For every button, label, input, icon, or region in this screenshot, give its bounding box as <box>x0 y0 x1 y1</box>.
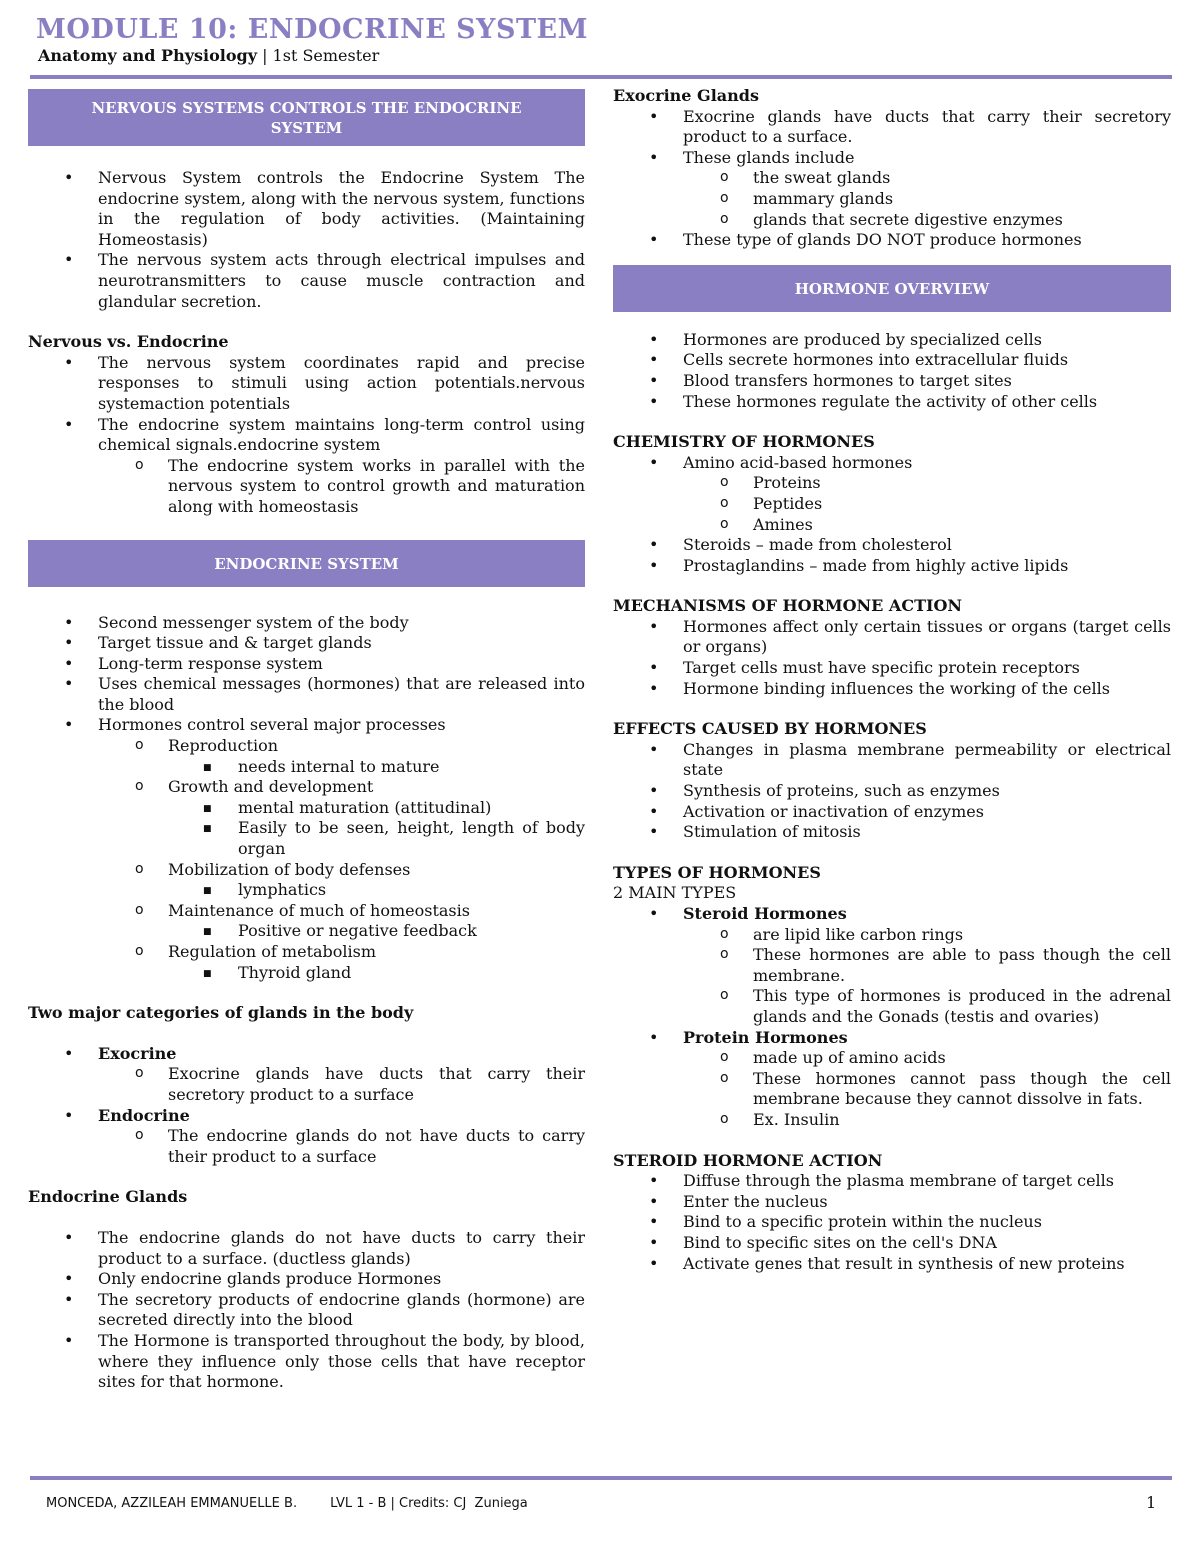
subtitle-course: Anatomy and Physiology <box>38 46 257 65</box>
section-heading-types: TYPES OF HORMONES <box>613 862 821 882</box>
list-item: • Hormones are produced by specialized cells <box>613 330 1171 351</box>
section-heading-exocrine-glands: Exocrine Glands <box>613 86 759 105</box>
sub-sub-list-item: ■ Positive or negative feedback <box>28 921 585 942</box>
sub-list-item <box>28 860 585 901</box>
section-banner-hormone-overview: HORMONE OVERVIEW <box>613 265 1171 312</box>
right-column <box>613 86 1171 1274</box>
list-item: • The Hormone is transported throughout the body, by blood, where they influence only those cells that have receptor sites for that hormone. <box>28 1331 585 1393</box>
sub-list-item <box>28 942 585 983</box>
list-item: • Nervous System controls the Endocrine System The endocrine system, along with the nervous system, functions in the regulation of body activities. (Maintaining Homeostasis) <box>28 168 585 250</box>
subtitle-semester: | 1st Semester <box>256 46 380 65</box>
list-item: • These type of glands DO NOT produce hormones <box>613 230 1171 251</box>
list-item: • Only endocrine glands produce Hormones <box>28 1269 585 1290</box>
list-item <box>613 453 1171 535</box>
list-item: • These hormones regulate the activity of other cells <box>613 392 1171 413</box>
sub-list <box>683 473 1171 535</box>
list-item <box>613 148 1171 230</box>
section-heading-chemistry: CHEMISTRY OF HORMONES <box>613 432 875 452</box>
section-banner-endocrine-system: ENDOCRINE SYSTEM <box>28 540 585 587</box>
list-item: • Changes in plasma membrane permeability or electrical state <box>613 740 1171 781</box>
sub-list-item: o Amines <box>613 515 1171 536</box>
list-item: • Second messenger system of the body <box>28 613 585 634</box>
section-heading-effects: EFFECTS CAUSED BY HORMONES <box>613 719 927 739</box>
list-item <box>28 1044 585 1106</box>
sub-list <box>98 456 585 518</box>
sub-list-item: o Ex. Insulin <box>613 1110 1171 1131</box>
list-item: • Synthesis of proteins, such as enzymes <box>613 781 1171 802</box>
sub-list-item: o glands that secrete digestive enzymes <box>613 210 1171 231</box>
list-item: • Activate genes that result in synthesis of new proteins <box>613 1254 1171 1275</box>
bullet-list <box>28 353 585 518</box>
bullet-list <box>613 740 1171 843</box>
footer-credits: MONCEDA, AZZILEAH EMMANUELLE B. LVL 1 - B | Credits: CJ Zuniega <box>46 1496 528 1511</box>
list-item: • Diffuse through the plasma membrane of target cells <box>613 1171 1171 1192</box>
list-item <box>28 715 585 983</box>
list-item: • The nervous system acts through electrical impulses and neurotransmitters to cause muscle contraction and glandular secretion. <box>28 250 585 312</box>
top-divider <box>30 75 1172 79</box>
section-heading-gland-categories: Two major categories of glands in the body <box>28 1003 414 1023</box>
sub-list-item-text: Regulation of metabolism <box>168 942 377 961</box>
sub-list-item-text: Reproduction <box>168 736 279 756</box>
sub-list-item-text: Growth and development <box>168 777 374 797</box>
list-item-text: Exocrine <box>98 1043 177 1063</box>
list-item: • Target cells must have specific protein receptors <box>613 658 1171 679</box>
list-item <box>28 415 585 518</box>
list-item-text: Endocrine <box>98 1105 190 1125</box>
list-item: • Prostaglandins – made from highly active lipids <box>613 556 1171 577</box>
sub-sub-list <box>168 757 585 778</box>
sub-sub-list <box>168 963 585 984</box>
bullet-list <box>28 1044 585 1168</box>
sub-sub-list-item: ■ mental maturation (attitudinal) <box>28 798 585 819</box>
list-item <box>613 1028 1171 1131</box>
list-item: • Bind to a specific protein within the nucleus <box>613 1212 1171 1233</box>
types-subheading: 2 MAIN TYPES <box>613 883 737 903</box>
list-item-text: The endocrine system maintains long-term control using chemical signals.endocrine system <box>98 414 585 455</box>
sub-list-item-text: Maintenance of much of homeostasis <box>168 900 470 920</box>
bullet-list <box>28 168 585 312</box>
list-item-text: These glands include <box>683 147 855 167</box>
list-item-text: Protein Hormones <box>683 1027 848 1047</box>
section-heading-endocrine-glands: Endocrine Glands <box>28 1187 188 1207</box>
sub-list-item <box>28 901 585 942</box>
page-number: 1 <box>1146 1493 1157 1512</box>
sub-list-item: o These hormones are able to pass though the cell membrane. <box>613 945 1171 986</box>
sub-list-item: o The endocrine glands do not have ducts to carry their product to a surface <box>28 1126 585 1167</box>
sub-sub-list-item: ■ Easily to be seen, height, length of body organ <box>28 818 585 859</box>
sub-list-item <box>28 736 585 777</box>
sub-list-item: o These hormones cannot pass though the cell membrane because they cannot dissolve in fats. <box>613 1069 1171 1110</box>
list-item: • Cells secrete hormones into extracellular fluids <box>613 350 1171 371</box>
sub-sub-list-item: ■ needs internal to mature <box>28 757 585 778</box>
list-item <box>28 1106 585 1168</box>
section-heading-nervous-vs-endocrine: Nervous vs. Endocrine <box>28 332 229 352</box>
sub-list-item: o made up of amino acids <box>613 1048 1171 1069</box>
sub-list <box>683 1048 1171 1130</box>
list-item: • The nervous system coordinates rapid and precise responses to stimuli using action potentials.nervous systemaction potentials <box>28 353 585 415</box>
list-item: • Blood transfers hormones to target sites <box>613 371 1171 392</box>
list-item <box>613 904 1171 1028</box>
page-subtitle <box>38 46 379 65</box>
list-item: • Bind to specific sites on the cell's DNA <box>613 1233 1171 1254</box>
bullet-list <box>613 330 1171 412</box>
list-item: • The endocrine glands do not have ducts to carry their product to a surface. (ductless glands) <box>28 1228 585 1269</box>
sub-list-item: o Peptides <box>613 494 1171 515</box>
bullet-list <box>613 1171 1171 1274</box>
sub-list-item <box>28 777 585 859</box>
list-item: • The secretory products of endocrine glands (hormone) are secreted directly into the blood <box>28 1290 585 1331</box>
bullet-list <box>28 1228 585 1393</box>
sub-sub-list-item: ■ lymphatics <box>28 880 585 901</box>
sub-list <box>683 925 1171 1028</box>
left-column <box>28 89 585 1393</box>
bullet-list <box>613 904 1171 1131</box>
list-item: • Stimulation of mitosis <box>613 822 1171 843</box>
bullet-list <box>613 617 1171 699</box>
list-item: • Hormones affect only certain tissues or organs (target cells or organs) <box>613 617 1171 658</box>
bottom-divider <box>30 1476 1172 1480</box>
sub-sub-list <box>168 880 585 901</box>
sub-list <box>98 1064 585 1105</box>
list-item: • Activation or inactivation of enzymes <box>613 802 1171 823</box>
sub-list-item-text: Mobilization of body defenses <box>168 859 411 879</box>
sub-list <box>98 1126 585 1167</box>
list-item: • Exocrine glands have ducts that carry their secretory product to a surface. <box>613 107 1171 148</box>
list-item: • Hormone binding influences the working of the cells <box>613 679 1171 700</box>
sub-sub-list-item: ■ Thyroid gland <box>28 963 585 984</box>
sub-list-item: o The endocrine system works in parallel with the nervous system to control growth and maturation along with homeostasis <box>28 456 585 518</box>
list-item: • Enter the nucleus <box>613 1192 1171 1213</box>
list-item: • Long-term response system <box>28 654 585 675</box>
sub-list-item: o the sweat glands <box>613 168 1171 189</box>
list-item: • Uses chemical messages (hormones) that are released into the blood <box>28 674 585 715</box>
sub-list-item: o This type of hormones is produced in the adrenal glands and the Gonads (testis and ovaries) <box>613 986 1171 1027</box>
sub-list <box>98 736 585 983</box>
bullet-list <box>613 107 1171 251</box>
sub-list-item: o are lipid like carbon rings <box>613 925 1171 946</box>
sub-list-item: o Exocrine glands have ducts that carry their secretory product to a surface <box>28 1064 585 1105</box>
section-banner-nervous-controls: NERVOUS SYSTEMS CONTROLS THE ENDOCRINE SYSTEM <box>28 89 585 146</box>
sub-sub-list <box>168 798 585 860</box>
bullet-list <box>613 453 1171 577</box>
page-title: MODULE 10: ENDOCRINE SYSTEM <box>36 14 589 45</box>
list-item-text: Hormones control several major processes <box>98 715 446 735</box>
sub-list-item: o Proteins <box>613 473 1171 494</box>
sub-list-item: o mammary glands <box>613 189 1171 210</box>
list-item-text: Steroid Hormones <box>683 904 847 923</box>
section-heading-steroid-action: STEROID HORMONE ACTION <box>613 1150 883 1170</box>
list-item: • Steroids – made from cholesterol <box>613 535 1171 556</box>
list-item-text: Amino acid-based hormones <box>683 452 913 472</box>
section-heading-mechanisms: MECHANISMS OF HORMONE ACTION <box>613 596 963 616</box>
sub-list <box>683 168 1171 230</box>
list-item: • Target tissue and & target glands <box>28 633 585 654</box>
sub-sub-list <box>168 921 585 942</box>
bullet-list <box>28 613 585 984</box>
